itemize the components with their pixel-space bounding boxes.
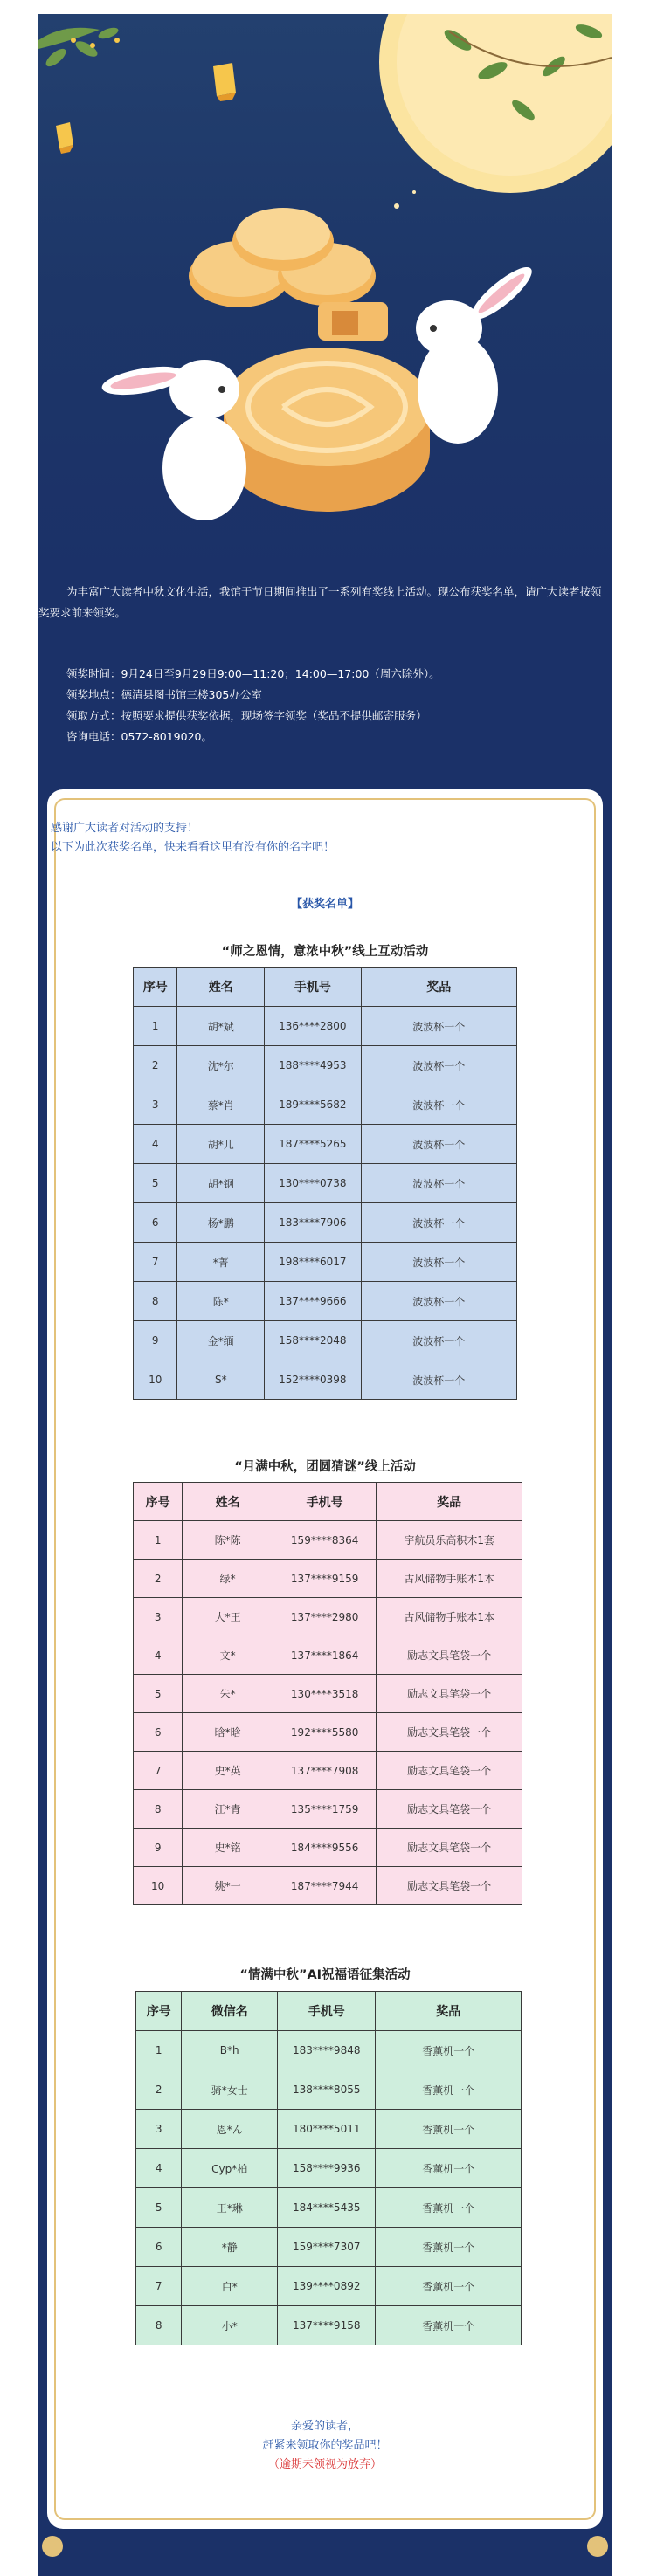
table-cell: 139****0892 <box>278 2267 376 2306</box>
column-header: 序号 <box>134 1483 183 1521</box>
column-header: 微信名 <box>182 1992 278 2031</box>
table-cell: 香薰机一个 <box>376 2228 522 2267</box>
table-cell: 183****9848 <box>278 2031 376 2070</box>
table-row <box>136 2267 522 2306</box>
table-cell: 152****0398 <box>265 1360 361 1400</box>
table-cell: 大*王 <box>183 1598 273 1636</box>
table-row <box>134 1560 522 1598</box>
table-row <box>134 1598 522 1636</box>
table-cell: 王*琳 <box>182 2188 278 2228</box>
table-cell: 骑*女士 <box>182 2070 278 2110</box>
table-cell: 192****5580 <box>273 1713 376 1752</box>
table-cell: 励志文具笔袋一个 <box>377 1867 522 1905</box>
table-row <box>136 2228 522 2267</box>
footer-line-2: 赶紧来领取你的奖品吧！ <box>262 2439 388 2452</box>
footer-line-3: （逾期未领视为放弃） <box>267 2458 382 2471</box>
big-mooncake-icon <box>224 348 430 512</box>
activity3-table <box>135 1991 522 2345</box>
table-cell: 7 <box>134 1243 177 1282</box>
table-cell: 宇航员乐高积木1套 <box>377 1521 522 1560</box>
table-row <box>134 1085 517 1125</box>
footer-line-1: 亲爱的读者， <box>290 2420 359 2433</box>
table-cell: 恩*ん <box>182 2110 278 2149</box>
column-header: 手机号 <box>273 1483 376 1521</box>
table-cell: 5 <box>134 1164 177 1203</box>
mid-autumn-banner <box>38 14 612 573</box>
winner-list-heading: 【获奖名单】 <box>290 898 359 911</box>
table-cell: 198****6017 <box>265 1243 361 1282</box>
table-cell: 8 <box>136 2306 182 2345</box>
table-cell: 香薰机一个 <box>376 2267 522 2306</box>
table-cell: 波波杯一个 <box>361 1007 516 1046</box>
table-cell: 香薰机一个 <box>376 2031 522 2070</box>
sky-lantern-icon <box>56 122 73 154</box>
table-cell: 香薰机一个 <box>376 2188 522 2228</box>
table-cell: 香薰机一个 <box>376 2149 522 2188</box>
table-row <box>134 1203 517 1243</box>
thanks-line-2: 以下为此次获奖名单，快来看看这里有没有你的名字吧！ <box>51 841 335 854</box>
table-cell: 6 <box>134 1203 177 1243</box>
table-cell: 159****7307 <box>278 2228 376 2267</box>
table-row <box>134 1360 517 1400</box>
table-cell: 6 <box>136 2228 182 2267</box>
table-cell: *静 <box>182 2228 278 2267</box>
table-cell: 138****8055 <box>278 2070 376 2110</box>
table-cell: 小* <box>182 2306 278 2345</box>
table-cell: 朱* <box>183 1675 273 1713</box>
table-cell: 杨*鹏 <box>177 1203 265 1243</box>
table-cell: 6 <box>134 1713 183 1752</box>
table-header-row <box>136 1992 522 2031</box>
table-cell: 江*青 <box>183 1790 273 1829</box>
table-row <box>134 1636 522 1675</box>
award-place: 领奖地点：德清县图书馆三楼305办公室 <box>66 688 262 701</box>
table-cell: 励志文具笔袋一个 <box>377 1636 522 1675</box>
table-cell: 姚*一 <box>183 1867 273 1905</box>
table-cell: 香薰机一个 <box>376 2070 522 2110</box>
activity1-title: “师之恩情，意浓中秋”线上互动活动 <box>221 945 429 959</box>
intro-text: 为丰富广大读者中秋文化生活，我馆于节日期间推出了一系列有奖线上活动。现公布获奖名单，请广大读者按领奖要求前来领奖。 <box>38 585 602 619</box>
rabbit-icon <box>416 260 538 444</box>
table-row <box>134 1125 517 1164</box>
column-header: 手机号 <box>278 1992 376 2031</box>
table-cell: 180****5011 <box>278 2110 376 2149</box>
thanks-line-1: 感谢广大读者对活动的支持！ <box>51 822 199 835</box>
table-cell: 绿* <box>183 1560 273 1598</box>
table-cell: 184****5435 <box>278 2188 376 2228</box>
table-cell: 陈* <box>177 1282 265 1321</box>
table-cell: 波波杯一个 <box>361 1125 516 1164</box>
banner-illustration <box>38 14 612 573</box>
table-row <box>136 2070 522 2110</box>
table-cell: 波波杯一个 <box>361 1203 516 1243</box>
table-cell: 137****9666 <box>265 1282 361 1321</box>
column-header: 姓名 <box>183 1483 273 1521</box>
table-row <box>134 1164 517 1203</box>
award-time: 领奖时间：9月24日至9月29日9:00—11:20；14:00—17:00（周六除外）。 <box>66 667 440 680</box>
sky-lantern-icon <box>213 63 236 101</box>
table-cell: 励志文具笔袋一个 <box>377 1790 522 1829</box>
table-row <box>136 2306 522 2345</box>
table-cell: 白* <box>182 2267 278 2306</box>
table-row <box>134 1243 517 1282</box>
table-cell: 2 <box>136 2070 182 2110</box>
table-cell: 香薰机一个 <box>376 2110 522 2149</box>
contact-phone: 咨询电话：0572-8019020。 <box>66 730 212 743</box>
table-cell: 波波杯一个 <box>361 1046 516 1085</box>
table-row <box>134 1713 522 1752</box>
table-cell: 137****9159 <box>273 1560 376 1598</box>
table-cell: 136****2800 <box>265 1007 361 1046</box>
table-cell: 3 <box>136 2110 182 2149</box>
table-cell: 1 <box>134 1007 177 1046</box>
table-cell: 4 <box>134 1125 177 1164</box>
table-cell: 4 <box>134 1636 183 1675</box>
table-cell: 励志文具笔袋一个 <box>377 1675 522 1713</box>
table-cell: 香薰机一个 <box>376 2306 522 2345</box>
table-header-row <box>134 1483 522 1521</box>
table-cell: 137****1864 <box>273 1636 376 1675</box>
intro-paragraph <box>38 582 612 623</box>
table-cell: 波波杯一个 <box>361 1321 516 1360</box>
table-cell: 7 <box>134 1752 183 1790</box>
activity3-title: “情满中秋”AI祝福语征集活动 <box>239 1968 411 1982</box>
table-cell: 189****5682 <box>265 1085 361 1125</box>
activity1-table <box>133 967 517 1400</box>
table-row <box>136 2188 522 2228</box>
table-cell: 187****7944 <box>273 1867 376 1905</box>
table-cell: 波波杯一个 <box>361 1282 516 1321</box>
bottom-decoration <box>38 2529 612 2576</box>
table-cell: 胡*儿 <box>177 1125 265 1164</box>
table-cell: 胡*斌 <box>177 1007 265 1046</box>
table-cell: 励志文具笔袋一个 <box>377 1752 522 1790</box>
activity2-title: “月满中秋，团圆猜谜”线上活动 <box>234 1460 416 1474</box>
table-row <box>136 2149 522 2188</box>
award-method: 领取方式：按照要求提供获奖依据，现场签字领奖（奖品不提供邮寄服务） <box>66 709 427 722</box>
column-header: 姓名 <box>177 968 265 1007</box>
table-cell: 137****7908 <box>273 1752 376 1790</box>
table-cell: 8 <box>134 1282 177 1321</box>
table-cell: *菁 <box>177 1243 265 1282</box>
table-cell: 文* <box>183 1636 273 1675</box>
table-cell: 3 <box>134 1085 177 1125</box>
table-row <box>134 1046 517 1085</box>
table-cell: 陈*陈 <box>183 1521 273 1560</box>
table-row <box>134 1282 517 1321</box>
table-cell: 沈*尔 <box>177 1046 265 1085</box>
table-row <box>134 1752 522 1790</box>
table-row <box>136 2031 522 2070</box>
column-header: 奖品 <box>376 1992 522 2031</box>
table-cell: 188****4953 <box>265 1046 361 1085</box>
table-row <box>134 1007 517 1046</box>
table-row <box>134 1829 522 1867</box>
table-row <box>136 2110 522 2149</box>
table-cell: 波波杯一个 <box>361 1085 516 1125</box>
table-cell: 130****0738 <box>265 1164 361 1203</box>
table-row <box>134 1790 522 1829</box>
table-cell: 137****9158 <box>278 2306 376 2345</box>
table-cell: 137****2980 <box>273 1598 376 1636</box>
table-cell: S* <box>177 1360 265 1400</box>
table-cell: 7 <box>136 2267 182 2306</box>
table-cell: 9 <box>134 1321 177 1360</box>
table-cell: 158****9936 <box>278 2149 376 2188</box>
table-cell: 1 <box>134 1521 183 1560</box>
table-cell: 184****9556 <box>273 1829 376 1867</box>
table-cell: 8 <box>134 1790 183 1829</box>
table-cell: 183****7906 <box>265 1203 361 1243</box>
footer-notice <box>0 2417 650 2475</box>
table-cell: 古风储物手账本1本 <box>377 1560 522 1598</box>
table-cell: 9 <box>134 1829 183 1867</box>
column-header: 手机号 <box>265 968 361 1007</box>
table-cell: 187****5265 <box>265 1125 361 1164</box>
table-cell: 10 <box>134 1360 177 1400</box>
table-row <box>134 1321 517 1360</box>
table-cell: 3 <box>134 1598 183 1636</box>
table-cell: 波波杯一个 <box>361 1164 516 1203</box>
osmanthus-branch-icon <box>38 25 120 69</box>
table-header-row <box>134 968 517 1007</box>
table-cell: 135****1759 <box>273 1790 376 1829</box>
table-cell: 4 <box>136 2149 182 2188</box>
table-cell: 史*英 <box>183 1752 273 1790</box>
table-cell: 1 <box>136 2031 182 2070</box>
table-cell: 古风储物手账本1本 <box>377 1598 522 1636</box>
column-header: 奖品 <box>377 1483 522 1521</box>
table-row <box>134 1521 522 1560</box>
table-cell: 波波杯一个 <box>361 1360 516 1400</box>
table-cell: 5 <box>136 2188 182 2228</box>
table-cell: 史*铭 <box>183 1829 273 1867</box>
table-cell: 晗*晗 <box>183 1713 273 1752</box>
table-cell: 胡*钢 <box>177 1164 265 1203</box>
table-row <box>134 1867 522 1905</box>
rabbit-icon <box>100 360 246 520</box>
table-cell: 波波杯一个 <box>361 1243 516 1282</box>
table-cell: 5 <box>134 1675 183 1713</box>
table-cell: 158****2048 <box>265 1321 361 1360</box>
table-cell: B*h <box>182 2031 278 2070</box>
table-cell: 130****3518 <box>273 1675 376 1713</box>
thanks-text <box>51 819 335 858</box>
table-cell: 励志文具笔袋一个 <box>377 1829 522 1867</box>
table-cell: Cyp*柏 <box>182 2149 278 2188</box>
column-header: 奖品 <box>361 968 516 1007</box>
mooncake-icon <box>189 208 388 341</box>
table-cell: 10 <box>134 1867 183 1905</box>
award-info <box>66 664 440 747</box>
table-cell: 2 <box>134 1046 177 1085</box>
table-cell: 蔡*肖 <box>177 1085 265 1125</box>
column-header: 序号 <box>134 968 177 1007</box>
table-cell: 159****8364 <box>273 1521 376 1560</box>
activity2-table <box>133 1482 522 1905</box>
table-cell: 2 <box>134 1560 183 1598</box>
table-cell: 励志文具笔袋一个 <box>377 1713 522 1752</box>
table-row <box>134 1675 522 1713</box>
column-header: 序号 <box>136 1992 182 2031</box>
table-cell: 金*缅 <box>177 1321 265 1360</box>
